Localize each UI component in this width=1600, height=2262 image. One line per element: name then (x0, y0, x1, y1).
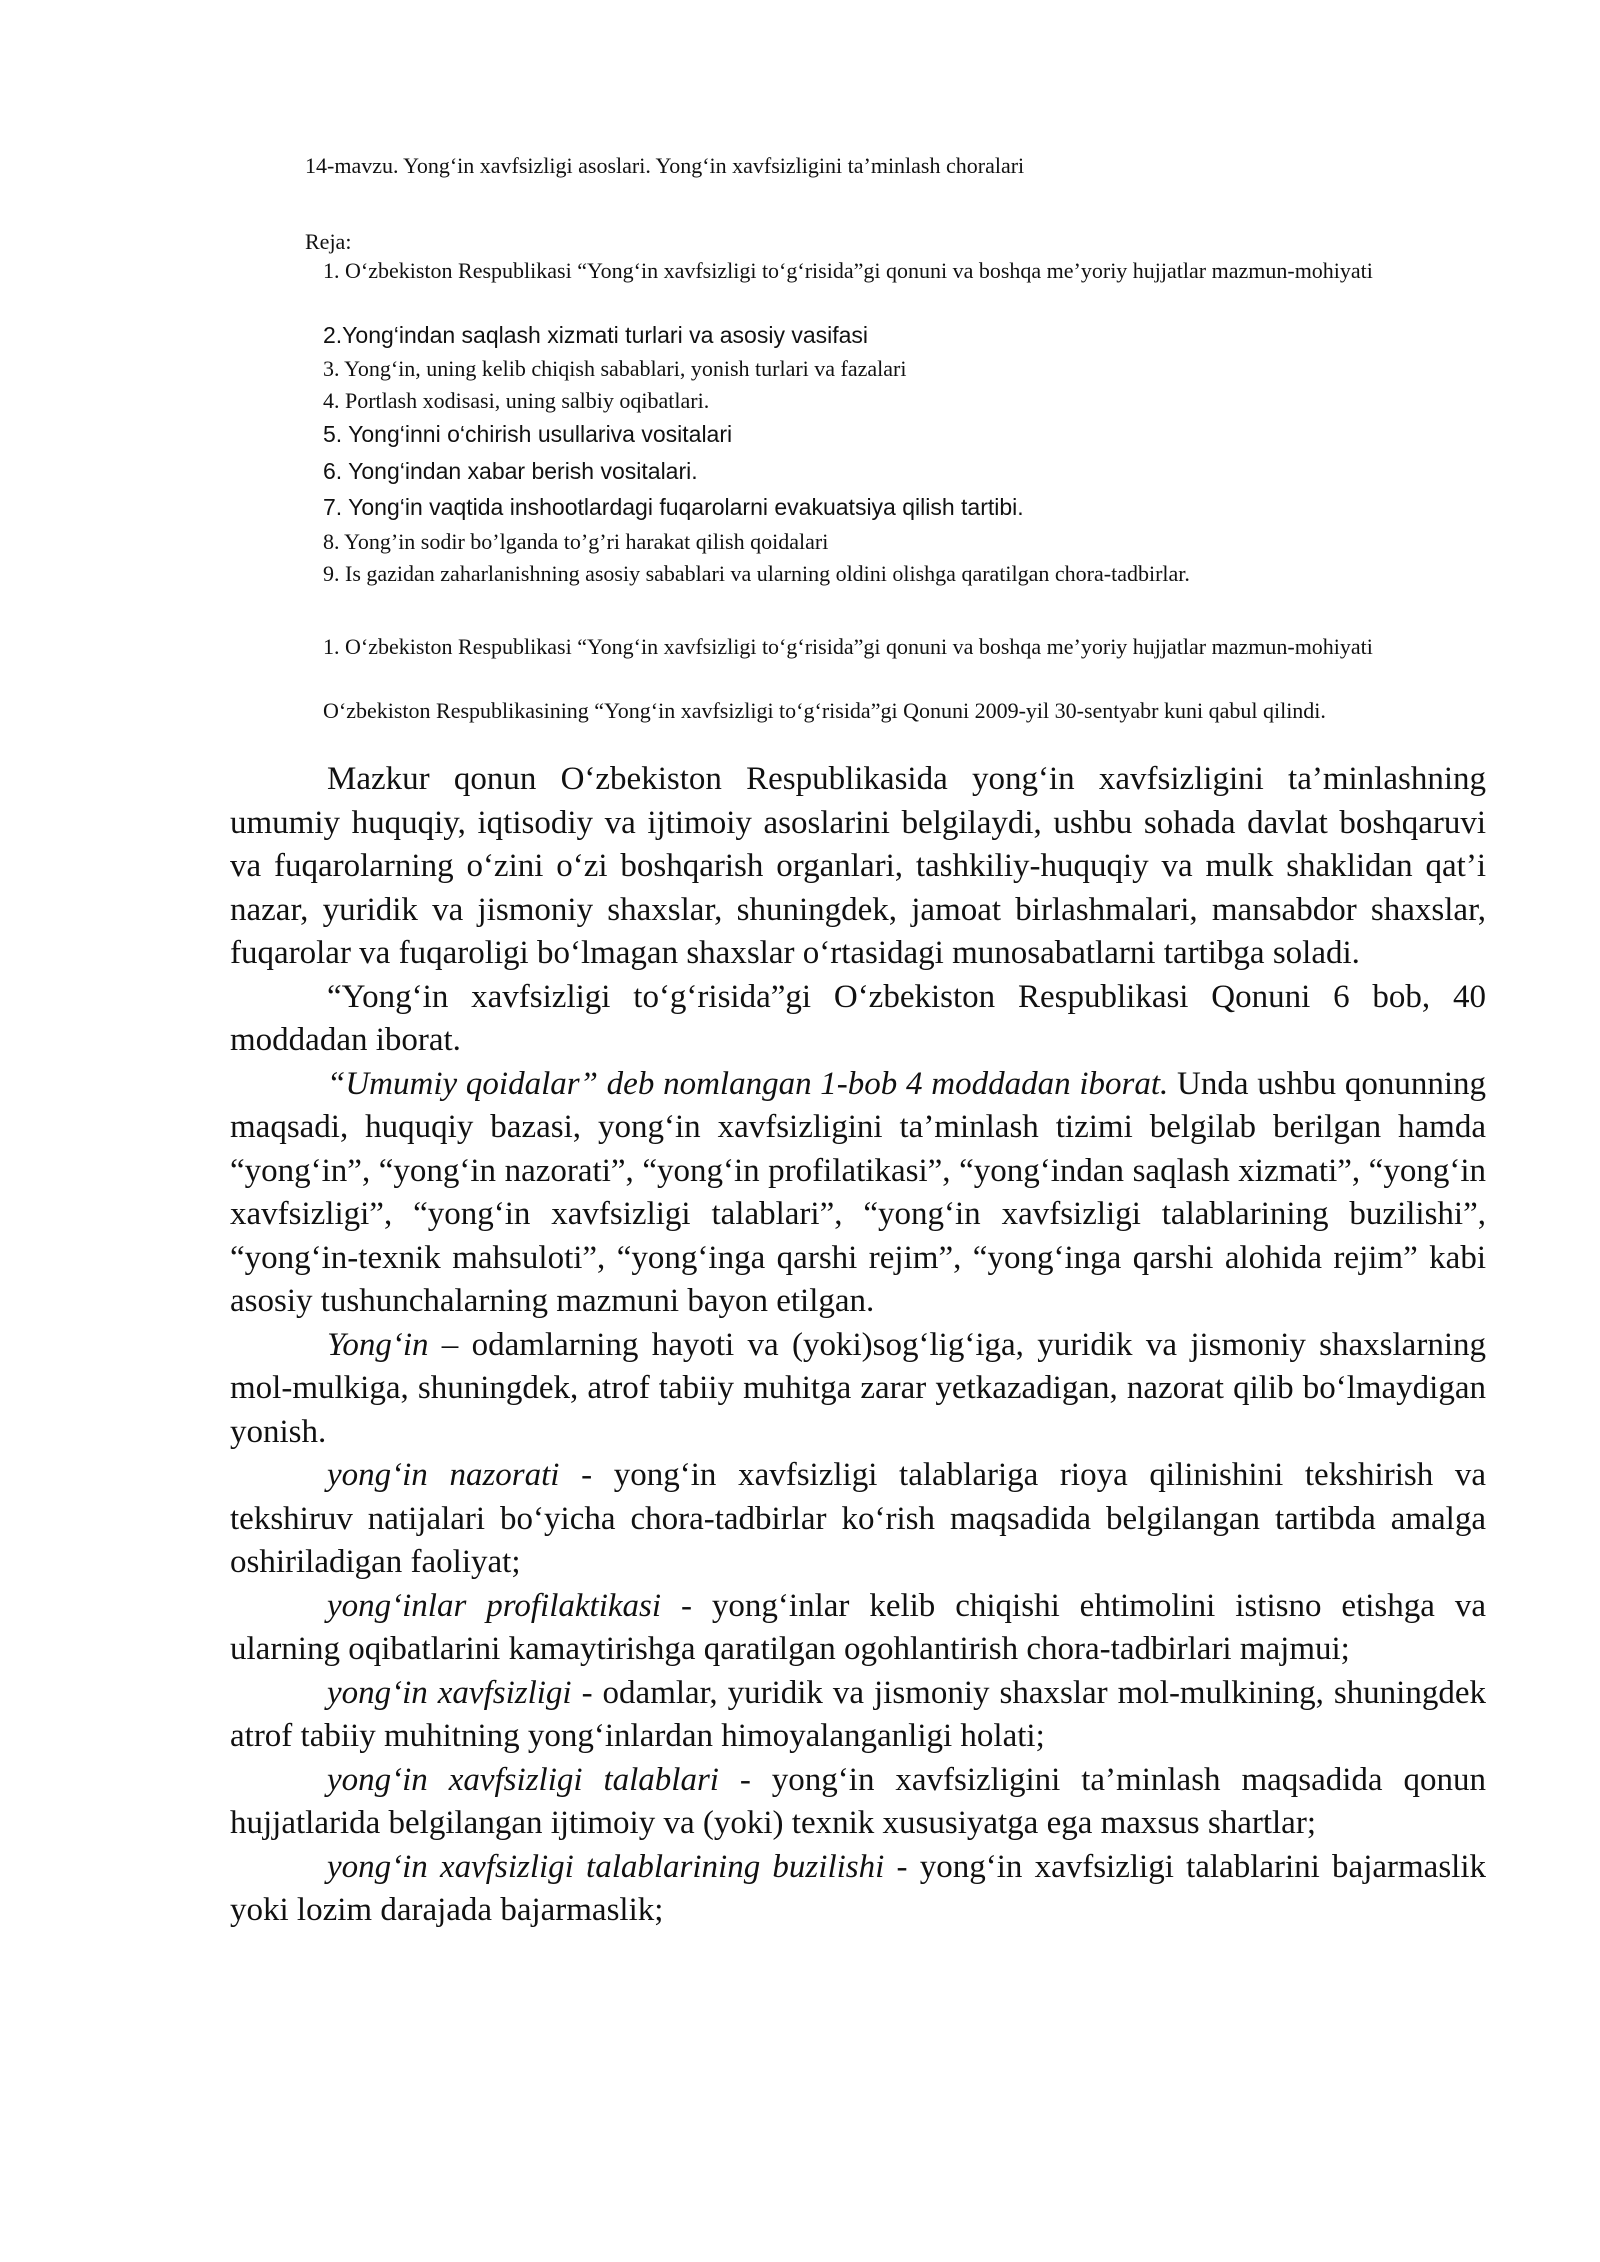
plan-item-7: 7. Yong‘in vaqtida inshootlardagi fuqarolarni evakuatsiya qilish tartibi. (323, 494, 1024, 520)
main-body (230, 758, 1486, 1933)
plan-item-8: 8. Yong’in sodir bo’lganda to’g’ri harakat qilish qoidalari (323, 529, 829, 554)
chapter-1-title: “Umumiy qoidalar” deb nomlangan 1-bob 4 moddadan iborat. (327, 1065, 1169, 1102)
plan-item-5: 5. Yong‘inni o‘chirish usullariva vositalari (323, 421, 733, 447)
definition-term: yong‘in xavfsizligi talablari (327, 1761, 719, 1798)
definition-text: - odamlar, yuridik va jismoniy shaxslar mol-mulkining, shuningdek atrof tabiiy muhitning yong‘inlardan himoyalanganligi holati; (230, 1674, 1486, 1754)
definition-yongin-nazorati (230, 1454, 1486, 1585)
definition-term: yong‘in xavfsizligi (327, 1674, 572, 1711)
definition-talablar (230, 1759, 1486, 1846)
definition-text: - yong‘inlar kelib chiqishi ehtimolini istisno etishga va ularning oqibatlarini kamaytirishga qaratilgan ogohlantirish chora-tadbirlari majmui; (230, 1587, 1486, 1667)
section-heading (230, 634, 1486, 660)
law-adoption-text: O‘zbekiston Respublikasining “Yong‘in xavfsizligi to‘g‘risida”gi Qonuni 2009-yil 30-sentyabr kuni qabul qilindi. (323, 698, 1326, 723)
definition-text: - yong‘in xavfsizligi talablarini bajarmaslik yoki lozim darajada bajarmaslik; (230, 1848, 1486, 1928)
definition-text: - yong‘in xavfsizligini ta’minlash maqsadida qonun hujjatlarida belgilangan ijtimoiy va (yoki) texnik xususiyatga ega maxsus shartlar; (230, 1761, 1486, 1841)
plan-item-1-text: 1. O‘zbekiston Respublikasi “Yong‘in xavfsizligi to‘g‘risida”gi qonuni va boshqa me’yoriy hujjatlar mazmun-mohiyati (323, 258, 1373, 283)
plan-item-1 (230, 258, 1486, 284)
definition-term: Yong‘in (327, 1326, 429, 1363)
definition-buzilish (230, 1846, 1486, 1933)
definition-profilaktika (230, 1585, 1486, 1672)
plan-item-3: 3. Yong‘in, uning kelib chiqish sabablari, yonish turlari va fazalari (323, 356, 907, 381)
plan-label: Reja: (305, 229, 352, 254)
page-title: 14-mavzu. Yong‘in xavfsizligi asoslari. Yong‘in xavfsizligini ta’minlash choralari (305, 153, 1025, 178)
chapter-1-description: Unda ushbu qonunning maqsadi, huquqiy bazasi, yong‘in xavfsizligini ta’minlash tizimi belgilab berilgan hamda “yong‘in”, “yong‘in nazorati”, “yong‘in profilatikasi”, “yong‘indan saqlash xizmati”, “yong‘in xavfsizligi”, “yong‘in xavfsizligi talablari”, “yong‘in xavfsizligi talablarining buzilishi”, “yong‘in-texnik mahsuloti”, “yong‘inga qarshi rejim”, “yong‘inga qarshi alohida rejim” kabi asosiy tushunchalarning mazmuni bayon etilgan. (230, 1065, 1486, 1319)
definition-term: yong‘in xavfsizligi talablarining buzilishi (327, 1848, 885, 1885)
plan-item-6: 6. Yong‘indan xabar berish vositalari. (323, 458, 698, 484)
paragraph-law-structure: “Yong‘in xavfsizligi to‘g‘risida”gi O‘zbekiston Respublikasi Qonuni 6 bob, 40 moddadan iborat. (230, 978, 1486, 1058)
definition-term: yong‘inlar profilaktikasi (327, 1587, 662, 1624)
definition-yongin (230, 1324, 1486, 1455)
law-adoption-note (230, 698, 1486, 724)
definition-xavfsizlik (230, 1672, 1486, 1759)
paragraph-chapter-1 (230, 1063, 1486, 1324)
definition-text: – odamlarning hayoti va (yoki)sog‘lig‘iga, yuridik va jismoniy shaxslarning mol-mulkiga, shuningdek, atrof tabiiy muhitga zarar yetkazadigan, nazorat qilib bo‘lmaydigan yonish. (230, 1326, 1486, 1450)
paragraph-law-scope: Mazkur qonun O‘zbekiston Respublikasida yong‘in xavfsizligini ta’minlashning umumiy huquqiy, iqtisodiy va ijtimoiy asoslarini belgilaydi, ushbu sohada davlat boshqaruvi va fuqarolarning o‘zini o‘zi boshqarish organlari, tashkiliy-huquqiy va mulk shaklidan qat’i nazar, yuridik va jismoniy shaxslar, shuningdek, jamoat birlashmalari, mansabdor shaxslar, fuqarolar va fuqaroligi bo‘lmagan shaxslar o‘rtasidagi munosabatlarni tartibga soladi. (230, 761, 1486, 971)
definition-term: yong‘in nazorati (327, 1457, 560, 1493)
plan-item-4: 4. Portlash xodisasi, uning salbiy oqibatlari. (323, 388, 710, 413)
plan-item-2: 2.Yong‘indan saqlash xizmati turlari va asosiy vasifasi (323, 322, 869, 348)
definition-text: - yong‘in xavfsizligi talablariga rioya qilinishini tekshirish va tekshiruv natijalari bo‘yicha chora-tadbirlar ko‘rish maqsadida belgilangan tartibda amalga oshiriladigan faoliyat; (230, 1457, 1487, 1580)
plan-item-9: 9. Is gazidan zaharlanishning asosiy sabablari va ularning oldini olishga qaratilgan chora-tadbirlar. (323, 561, 1190, 586)
section-heading-text: 1. O‘zbekiston Respublikasi “Yong‘in xavfsizligi to‘g‘risida”gi qonuni va boshqa me’yoriy hujjatlar mazmun-mohiyati (323, 634, 1373, 659)
